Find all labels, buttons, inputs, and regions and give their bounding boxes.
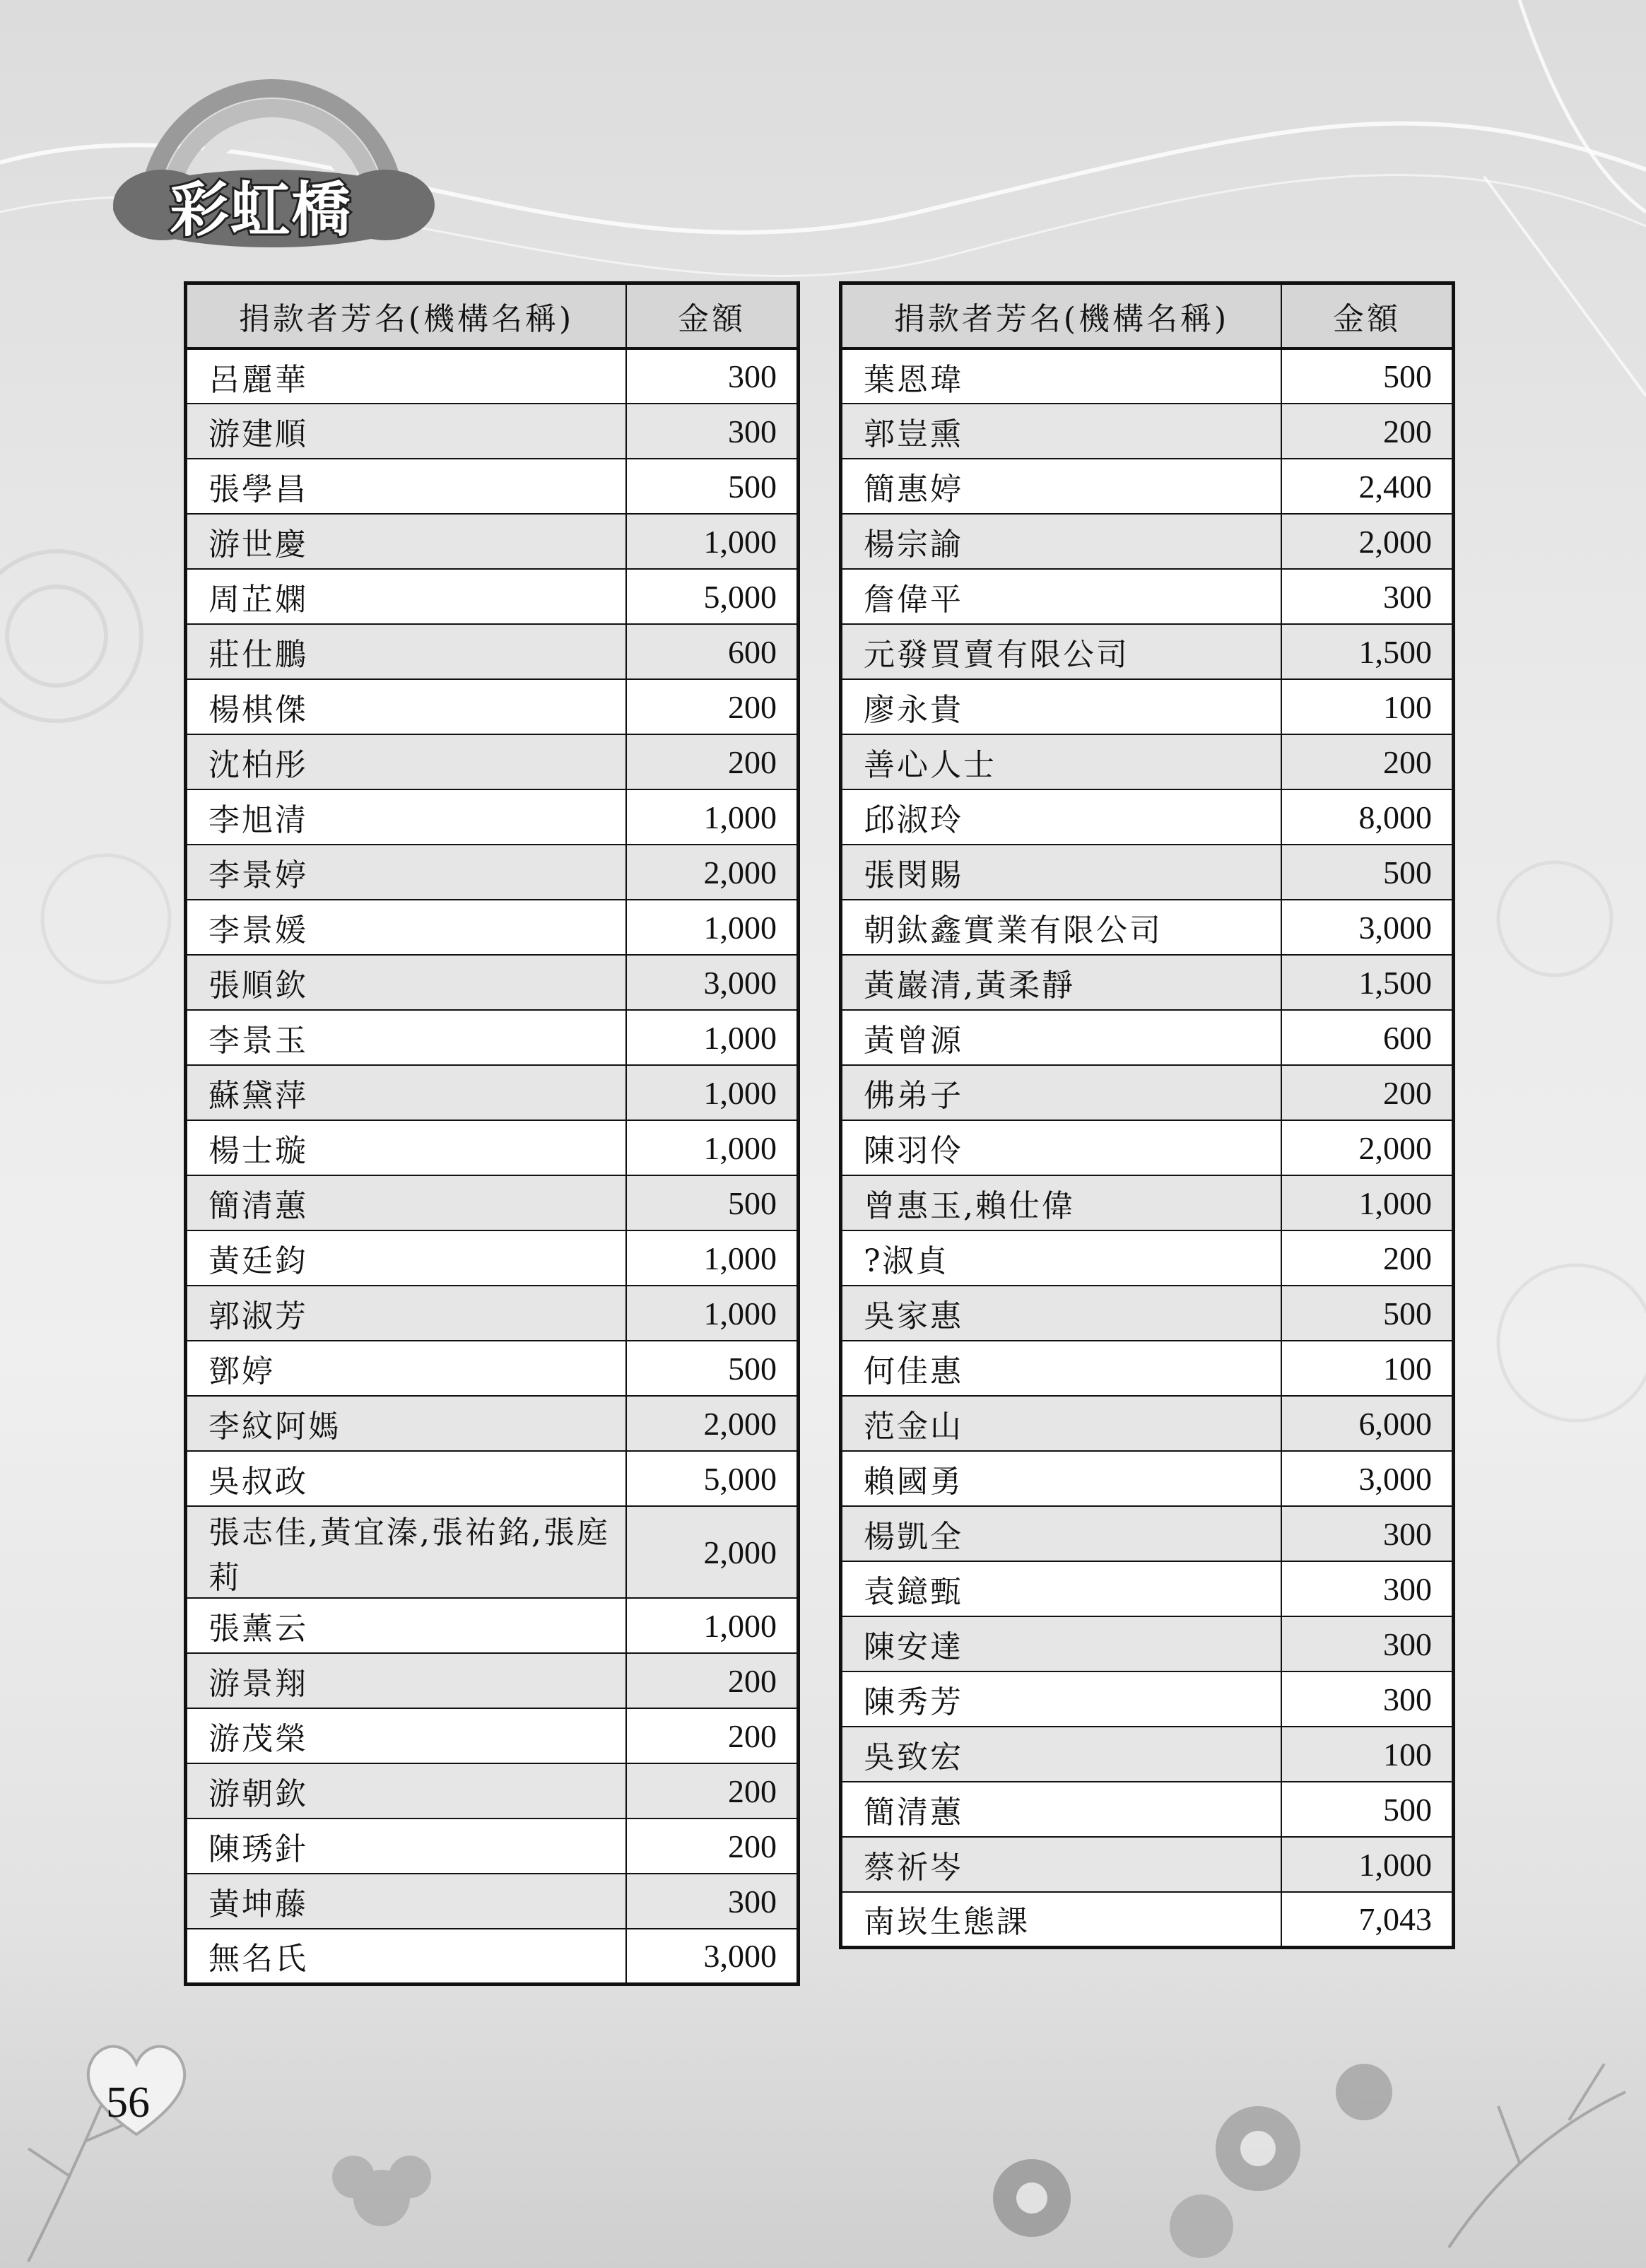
donor-name: 張學昌 [186, 459, 627, 514]
table-body [841, 348, 1454, 1947]
table-row [186, 679, 799, 734]
table-row [186, 514, 799, 569]
donor-name: 李景媛 [186, 900, 627, 955]
donation-amount: 8,000 [1281, 789, 1454, 845]
column-header-name: 捐款者芳名(機構名稱) [841, 283, 1282, 349]
donor-name: 元發買賣有限公司 [841, 624, 1282, 679]
table-row [841, 1837, 1454, 1892]
donation-amount: 2,000 [1281, 514, 1454, 569]
table-row [841, 514, 1454, 569]
donation-amount: 1,000 [626, 1065, 799, 1120]
donation-amount: 200 [1281, 1230, 1454, 1286]
donor-name: 李景玉 [186, 1010, 627, 1065]
donation-amount: 1,000 [626, 1010, 799, 1065]
table-row [841, 1396, 1454, 1451]
table-row [186, 1286, 799, 1341]
donation-amount: 1,000 [626, 1286, 799, 1341]
donation-amount: 300 [1281, 1671, 1454, 1727]
donation-amount: 200 [1281, 734, 1454, 789]
table-row [841, 1010, 1454, 1065]
table-row [841, 1451, 1454, 1506]
donation-amount: 2,000 [626, 1506, 799, 1598]
donor-name: 賴國勇 [841, 1451, 1282, 1506]
donor-name: 楊凱全 [841, 1506, 1282, 1561]
table-row [186, 1341, 799, 1396]
table-row [841, 1065, 1454, 1120]
donation-amount: 300 [1281, 569, 1454, 624]
table-row [841, 1671, 1454, 1727]
column-header-amount: 金額 [1281, 283, 1454, 349]
donor-name: 簡清蕙 [186, 1175, 627, 1230]
table-body [186, 348, 799, 1984]
donation-amount: 1,000 [626, 1598, 799, 1653]
donor-name: 莊仕鵬 [186, 624, 627, 679]
donation-amount: 500 [626, 459, 799, 514]
table-row [841, 1120, 1454, 1175]
donor-name: 游茂榮 [186, 1708, 627, 1763]
donation-amount: 300 [626, 348, 799, 404]
donation-amount: 2,000 [626, 1396, 799, 1451]
table-row [186, 624, 799, 679]
donor-name: 吳家惠 [841, 1286, 1282, 1341]
donation-amount: 600 [1281, 1010, 1454, 1065]
rainbow-bridge-logo [106, 64, 438, 254]
donor-name: 詹偉平 [841, 569, 1282, 624]
donation-amount: 500 [1281, 1286, 1454, 1341]
donor-name: ?淑貞 [841, 1230, 1282, 1286]
donation-amount: 2,000 [1281, 1120, 1454, 1175]
donor-name: 葉恩瑋 [841, 348, 1282, 404]
donor-name: 袁鐿甄 [841, 1561, 1282, 1616]
table-row [186, 348, 799, 404]
donation-amount: 300 [1281, 1561, 1454, 1616]
donation-amount: 100 [1281, 1341, 1454, 1396]
table-row [186, 1506, 799, 1598]
table-row [186, 459, 799, 514]
donor-name: 無名氏 [186, 1929, 627, 1984]
donation-amount: 200 [626, 1818, 799, 1874]
table-row [841, 459, 1454, 514]
donation-amount: 100 [1281, 679, 1454, 734]
donation-amount: 1,500 [1281, 624, 1454, 679]
donor-name: 郭豈熏 [841, 404, 1282, 459]
table-row [841, 348, 1454, 404]
table-row [186, 845, 799, 900]
donor-name: 楊宗諭 [841, 514, 1282, 569]
donor-name: 黃曾源 [841, 1010, 1282, 1065]
table-row [841, 624, 1454, 679]
donor-name: 善心人士 [841, 734, 1282, 789]
table-row [841, 404, 1454, 459]
donation-amount: 200 [626, 1708, 799, 1763]
table-row [186, 1598, 799, 1653]
donor-name: 南崁生態課 [841, 1892, 1282, 1947]
table-row [186, 569, 799, 624]
table-row [186, 789, 799, 845]
donor-name: 周芷嫻 [186, 569, 627, 624]
table-row [186, 1874, 799, 1929]
table-row [186, 734, 799, 789]
table-row [186, 404, 799, 459]
page-number: 56 [106, 2079, 150, 2127]
table-row [841, 955, 1454, 1010]
donor-name: 李景婷 [186, 845, 627, 900]
donor-name: 黃坤藤 [186, 1874, 627, 1929]
donor-name: 簡惠婷 [841, 459, 1282, 514]
table-row [841, 679, 1454, 734]
donation-amount: 300 [626, 1874, 799, 1929]
table-row [841, 845, 1454, 900]
donation-amount: 1,000 [626, 1230, 799, 1286]
donor-name: 游朝欽 [186, 1763, 627, 1818]
table-row [186, 1396, 799, 1451]
donor-name: 朝鈦鑫實業有限公司 [841, 900, 1282, 955]
column-header-amount: 金額 [626, 283, 799, 349]
donation-amount: 3,000 [1281, 900, 1454, 955]
donation-amount: 6,000 [1281, 1396, 1454, 1451]
donation-amount: 600 [626, 624, 799, 679]
table-row [186, 1230, 799, 1286]
donor-name: 楊棋傑 [186, 679, 627, 734]
table-row [186, 1065, 799, 1120]
donor-name: 游景翔 [186, 1653, 627, 1708]
table-row [186, 1763, 799, 1818]
donation-amount: 500 [626, 1175, 799, 1230]
donation-amount: 2,000 [626, 845, 799, 900]
table-row [186, 1653, 799, 1708]
donor-table-right [839, 281, 1455, 1949]
donation-amount: 200 [626, 1653, 799, 1708]
table-row [841, 1175, 1454, 1230]
donation-amount: 300 [1281, 1506, 1454, 1561]
donation-amount: 5,000 [626, 1451, 799, 1506]
donation-amount: 200 [626, 734, 799, 789]
table-row [841, 734, 1454, 789]
donor-name: 張志佳,黃宜溱,張祐銘,張庭莉 [186, 1506, 627, 1598]
donor-name: 陳安達 [841, 1616, 1282, 1671]
donor-name: 李紋阿媽 [186, 1396, 627, 1451]
donor-name: 佛弟子 [841, 1065, 1282, 1120]
donation-amount: 200 [626, 1763, 799, 1818]
table-row [841, 1230, 1454, 1286]
donation-amount: 1,000 [626, 900, 799, 955]
donation-amount: 5,000 [626, 569, 799, 624]
donor-name: 游世慶 [186, 514, 627, 569]
donor-name: 曾惠玉,賴仕偉 [841, 1175, 1282, 1230]
donation-amount: 1,000 [1281, 1837, 1454, 1892]
donor-name: 范金山 [841, 1396, 1282, 1451]
donor-name: 何佳惠 [841, 1341, 1282, 1396]
donor-name: 黃廷鈞 [186, 1230, 627, 1286]
donor-name: 陳秀芳 [841, 1671, 1282, 1727]
donor-name: 吳叔政 [186, 1451, 627, 1506]
donation-amount: 500 [1281, 348, 1454, 404]
donor-name: 沈柏彤 [186, 734, 627, 789]
donation-amount: 3,000 [626, 1929, 799, 1984]
donation-amount: 300 [1281, 1616, 1454, 1671]
donor-name: 邱淑玲 [841, 789, 1282, 845]
table-row [186, 1175, 799, 1230]
table-row [841, 1341, 1454, 1396]
donor-name: 呂麗華 [186, 348, 627, 404]
donation-amount: 1,000 [626, 1120, 799, 1175]
table-row [186, 900, 799, 955]
floral-decoration [0, 1965, 1646, 2268]
logo-text: 彩虹橋 [170, 175, 353, 245]
donor-name: 郭淑芳 [186, 1286, 627, 1341]
donation-amount: 1,000 [626, 514, 799, 569]
table-row [186, 1120, 799, 1175]
donor-name: 游建順 [186, 404, 627, 459]
donor-name: 陳羽伶 [841, 1120, 1282, 1175]
table-row [841, 1892, 1454, 1947]
donor-name: 蘇黛萍 [186, 1065, 627, 1120]
donor-name: 蔡祈岑 [841, 1837, 1282, 1892]
column-header-name: 捐款者芳名(機構名稱) [186, 283, 627, 349]
table-row [841, 1782, 1454, 1837]
donor-name: 黃巖清,黃柔靜 [841, 955, 1282, 1010]
table-row [841, 1286, 1454, 1341]
donation-amount: 200 [1281, 404, 1454, 459]
table-row [186, 955, 799, 1010]
table-row [186, 1010, 799, 1065]
donation-amount: 3,000 [1281, 1451, 1454, 1506]
table-row [841, 1506, 1454, 1561]
donor-name: 簡清蕙 [841, 1782, 1282, 1837]
donor-name: 張薰云 [186, 1598, 627, 1653]
donation-amount: 300 [626, 404, 799, 459]
donor-name: 吳致宏 [841, 1727, 1282, 1782]
table-row [841, 1561, 1454, 1616]
donation-amount: 200 [1281, 1065, 1454, 1120]
donor-name: 楊士璇 [186, 1120, 627, 1175]
donation-amount: 2,400 [1281, 459, 1454, 514]
donation-amount: 3,000 [626, 955, 799, 1010]
table-row [841, 1727, 1454, 1782]
donor-table-left [184, 281, 800, 1986]
donation-amount: 200 [626, 679, 799, 734]
donation-amount: 1,000 [1281, 1175, 1454, 1230]
donor-name: 張順欽 [186, 955, 627, 1010]
donor-name: 李旭清 [186, 789, 627, 845]
donation-amount: 500 [1281, 845, 1454, 900]
donation-amount: 500 [1281, 1782, 1454, 1837]
donation-amount: 100 [1281, 1727, 1454, 1782]
donation-amount: 1,500 [1281, 955, 1454, 1010]
table-row [186, 1451, 799, 1506]
table-row [841, 900, 1454, 955]
donor-name: 張閔賜 [841, 845, 1282, 900]
table-row [841, 789, 1454, 845]
table-row [841, 1616, 1454, 1671]
donor-name: 陳琇針 [186, 1818, 627, 1874]
donation-amount: 1,000 [626, 789, 799, 845]
donor-name: 廖永貴 [841, 679, 1282, 734]
donation-amount: 7,043 [1281, 1892, 1454, 1947]
table-row [186, 1818, 799, 1874]
donor-name: 鄧婷 [186, 1341, 627, 1396]
table-row [841, 569, 1454, 624]
donation-amount: 500 [626, 1341, 799, 1396]
table-row [186, 1708, 799, 1763]
